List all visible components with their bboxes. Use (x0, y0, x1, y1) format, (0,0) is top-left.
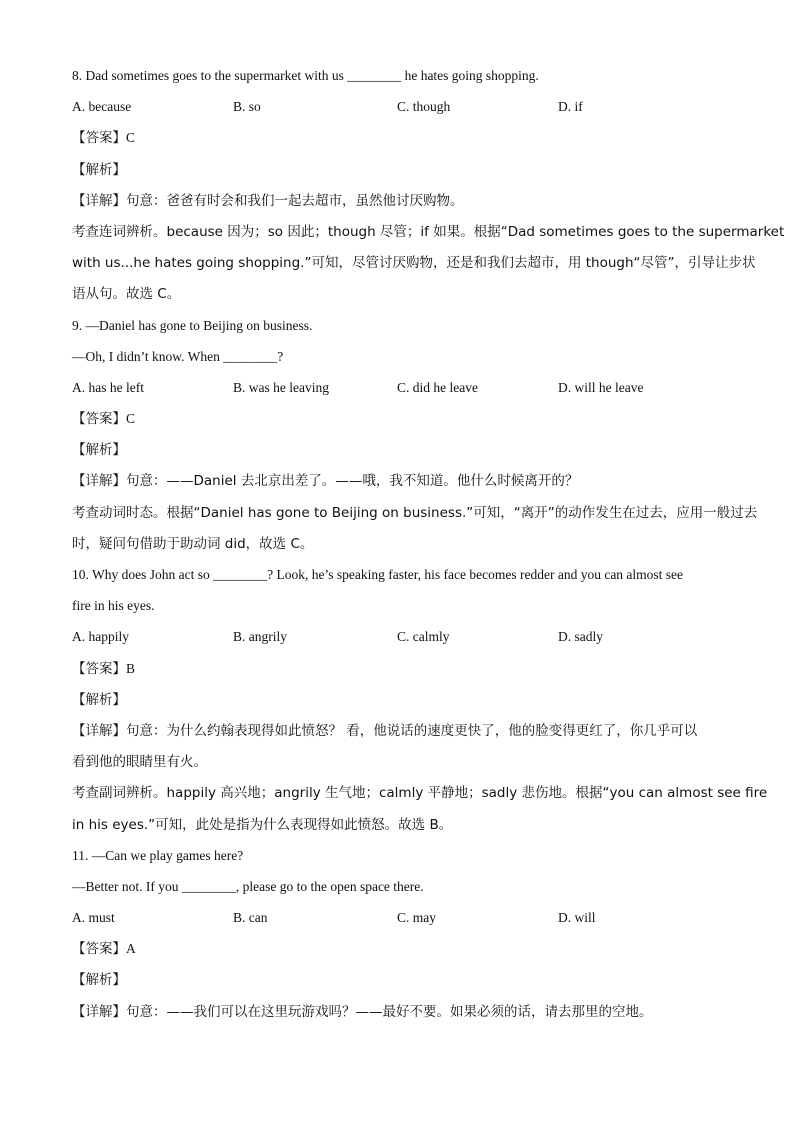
question-stem: —Oh, I didn’t know. When ________? (72, 348, 284, 364)
answer-line (72, 126, 732, 157)
option-row (72, 906, 732, 937)
answer-value: C (126, 130, 136, 146)
detail-text: 句意：爸爸有时会和我们一起去超市，虽然他讨厌购物。 (126, 192, 464, 209)
option-a: A. happily (72, 629, 129, 645)
option-d: D. sadly (558, 629, 603, 645)
detail-text: 句意：为什么约翰表现得如此愤怒？ 看，他说话的速度更快了，他的脸变得更红了，你几乎可以 (126, 722, 698, 739)
option-b: B. angrily (233, 629, 287, 645)
question-stem: 10. Why does John act so ________? Look, he’s speaking faster, his face becomes redder and you can almost see (72, 567, 684, 582)
analysis-line (72, 968, 732, 999)
answer-tag: 【答案】 (72, 411, 126, 428)
detail-line (72, 1000, 732, 1031)
analysis-line (72, 688, 732, 719)
option-d: D. will (558, 910, 596, 926)
option-row (72, 625, 732, 656)
answer-tag: 【答案】 (72, 941, 126, 958)
detail-tag: 【详解】 (72, 473, 126, 490)
detail-tag: 【详解】 (72, 1003, 126, 1020)
detail-line: 看到他的眼睛里有火。 (72, 754, 207, 771)
detail-line: in his eyes.”可知，此处是指为什么表现得如此愤怒。故选 B。 (72, 816, 453, 833)
question-stem: 8. Dad sometimes goes to the supermarket with us ________ he hates going shopping. (72, 68, 539, 83)
detail-line: 考查连词辨析。because 因为；so 因此；though 尽管；if 如果。根据“Dad sometimes goes to the supermarket (72, 223, 785, 240)
question-block (72, 563, 768, 844)
answer-tag: 【答案】 (72, 130, 126, 147)
question-stem: —Better not. If you ________, please go to the open space there. (72, 878, 424, 894)
question-block (72, 314, 758, 564)
option-a: A. has he left (72, 379, 144, 395)
detail-line: 语从句。故选 C。 (72, 286, 181, 303)
option-d: D. if (558, 99, 583, 115)
detail-text: 句意：——Daniel 去北京出差了。——哦，我不知道。他什么时候离开的？ (126, 473, 579, 490)
detail-line: with us...he hates going shopping.”可知，尽管讨厌购物，还是和我们去超市，用 though“尽管”，引导让步状 (72, 255, 756, 272)
answer-value: C (126, 411, 136, 427)
analysis-tag: 【解析】 (72, 161, 126, 178)
option-row (72, 95, 732, 126)
question-stem: 9. —Daniel has gone to Beijing on business. (72, 317, 313, 333)
detail-tag: 【详解】 (72, 722, 126, 739)
detail-line (72, 469, 732, 500)
option-c: C. did he leave (397, 379, 478, 395)
option-b: B. so (233, 99, 261, 115)
analysis-line (72, 158, 732, 189)
document-page (72, 64, 785, 1031)
analysis-tag: 【解析】 (72, 691, 126, 708)
analysis-tag: 【解析】 (72, 972, 126, 989)
detail-line (72, 719, 732, 750)
option-a: A. must (72, 910, 115, 926)
answer-tag: 【答案】 (72, 660, 126, 677)
detail-line (72, 189, 732, 220)
answer-value: B (126, 660, 136, 676)
answer-value: A (126, 941, 136, 957)
option-a: A. because (72, 99, 132, 115)
question-block (72, 844, 732, 1031)
detail-tag: 【详解】 (72, 192, 126, 209)
question-block (72, 64, 785, 314)
option-d: D. will he leave (558, 379, 644, 395)
option-c: C. calmly (397, 629, 450, 645)
option-b: B. was he leaving (233, 379, 329, 395)
analysis-line (72, 438, 732, 469)
question-stem: 11. —Can we play games here? (72, 847, 244, 863)
option-c: C. may (397, 910, 436, 926)
answer-line (72, 657, 732, 688)
detail-text: 句意：——我们可以在这里玩游戏吗？——最好不要。如果必须的话，请去那里的空地。 (126, 1003, 653, 1020)
option-row (72, 376, 732, 407)
option-c: C. though (397, 99, 451, 115)
detail-line: 考查动词时态。根据“Daniel has gone to Beijing on business.”可知，“离开”的动作发生在过去，应用一般过去 (72, 504, 758, 521)
question-stem: fire in his eyes. (72, 598, 155, 614)
option-b: B. can (233, 910, 268, 926)
answer-line (72, 407, 732, 438)
detail-line: 时，疑问句借助于助动词 did，故选 C。 (72, 535, 314, 552)
analysis-tag: 【解析】 (72, 442, 126, 459)
answer-line (72, 937, 732, 968)
detail-line: 考查副词辨析。happily 高兴地；angrily 生气地；calmly 平静地；sadly 悲伤地。根据“you can almost see fire (72, 785, 768, 802)
